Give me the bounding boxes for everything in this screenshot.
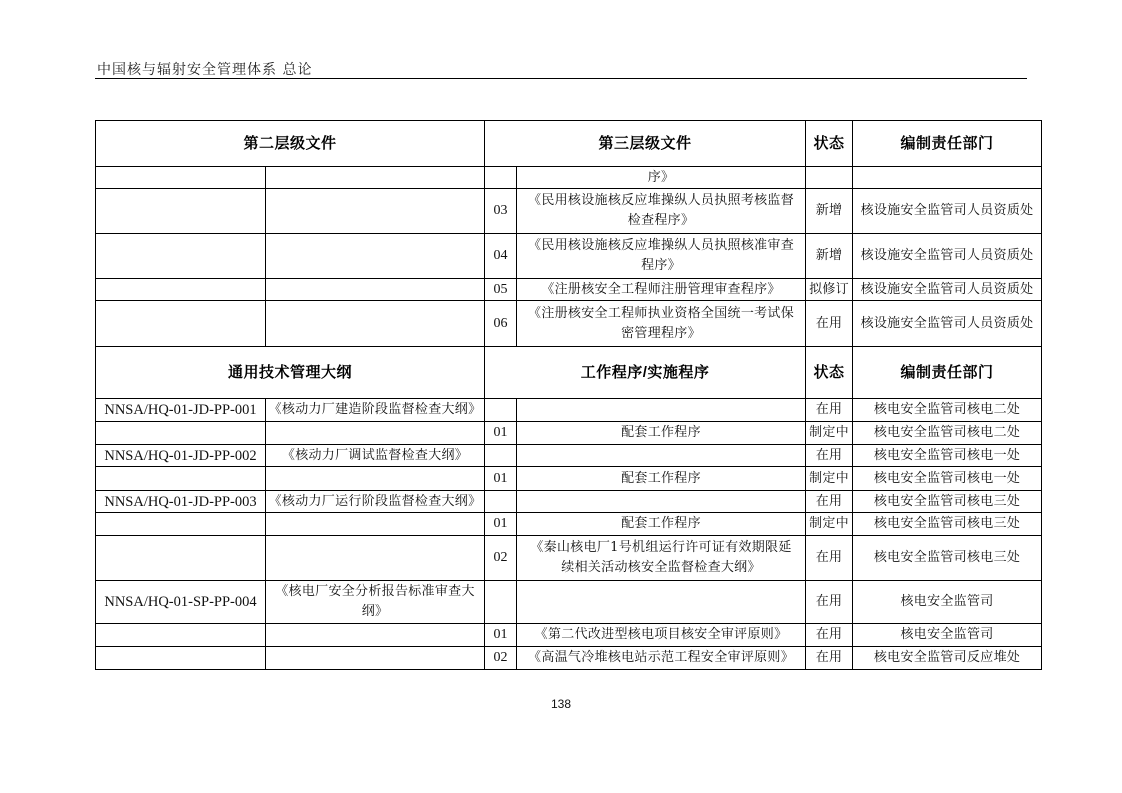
row-code	[96, 513, 266, 536]
row-number: 04	[485, 234, 517, 279]
row-code	[96, 301, 266, 347]
page-number: 138	[550, 697, 572, 711]
row-outline	[266, 536, 485, 581]
row-department: 核设施安全监管司人员资质处	[853, 189, 1042, 234]
row-status: 新增	[806, 234, 853, 279]
row-number	[485, 399, 517, 422]
section1-header-row	[96, 121, 1042, 167]
header-general-outline: 通用技术管理大纲	[96, 347, 485, 399]
row-status: 拟修订	[806, 279, 853, 301]
row-code: NNSA/HQ-01-SP-PP-004	[96, 581, 266, 624]
row-department: 核电安全监管司核电三处	[853, 513, 1042, 536]
row-department: 核电安全监管司核电一处	[853, 467, 1042, 491]
header-status: 状态	[806, 121, 853, 167]
row-outline	[266, 513, 485, 536]
row-number: 06	[485, 301, 517, 347]
row-number	[485, 491, 517, 513]
row-status: 在用	[806, 536, 853, 581]
row-department: 核电安全监管司核电一处	[853, 445, 1042, 467]
row-code	[96, 624, 266, 647]
row-outline: 《核动力厂调试监督检查大纲》	[266, 445, 485, 467]
row-status: 制定中	[806, 513, 853, 536]
table-row	[96, 513, 1042, 536]
section2-header-row	[96, 347, 1042, 399]
row-number: 01	[485, 467, 517, 491]
row-department: 核电安全监管司核电三处	[853, 536, 1042, 581]
row-number: 02	[485, 536, 517, 581]
row-department: 核电安全监管司反应堆处	[853, 647, 1042, 670]
row-number: 01	[485, 513, 517, 536]
row-outline: 《核动力厂运行阶段监督检查大纲》	[266, 491, 485, 513]
row-department: 核设施安全监管司人员资质处	[853, 301, 1042, 347]
row-status: 制定中	[806, 467, 853, 491]
row-number	[485, 167, 517, 189]
row-status: 制定中	[806, 422, 853, 445]
row-procedure: 配套工作程序	[517, 422, 806, 445]
document-table	[95, 120, 1042, 670]
row-procedure: 《第二代改进型核电项目核安全审评原则》	[517, 624, 806, 647]
table-row	[96, 234, 1042, 279]
row-status: 在用	[806, 491, 853, 513]
row-procedure: 《注册核安全工程师执业资格全国统一考试保密管理程序》	[517, 301, 806, 347]
row-procedure: 《民用核设施核反应堆操纵人员执照核准审查程序》	[517, 234, 806, 279]
table-row	[96, 301, 1042, 347]
row-code	[96, 279, 266, 301]
row-number: 02	[485, 647, 517, 670]
row-procedure: 《秦山核电厂1号机组运行许可证有效期限延续相关活动核安全监督检查大纲》	[517, 536, 806, 581]
row-code	[96, 422, 266, 445]
table-row	[96, 467, 1042, 491]
row-procedure: 《民用核设施核反应堆操纵人员执照考核监督检查程序》	[517, 189, 806, 234]
row-code	[96, 647, 266, 670]
table-row	[96, 167, 1042, 189]
row-status: 新增	[806, 189, 853, 234]
row-procedure: 《注册核安全工程师注册管理审查程序》	[517, 279, 806, 301]
header-third-level: 第三层级文件	[485, 121, 806, 167]
row-code: NNSA/HQ-01-JD-PP-002	[96, 445, 266, 467]
running-header-title: 中国核与辐射安全管理体系 总论	[97, 62, 313, 78]
table-row	[96, 647, 1042, 670]
row-code	[96, 467, 266, 491]
row-department: 核电安全监管司	[853, 581, 1042, 624]
row-department: 核电安全监管司核电二处	[853, 422, 1042, 445]
row-outline	[266, 279, 485, 301]
header-department: 编制责任部门	[853, 347, 1042, 399]
header-department: 编制责任部门	[853, 121, 1042, 167]
table-row	[96, 422, 1042, 445]
row-procedure	[517, 445, 806, 467]
row-procedure: 序》	[517, 167, 806, 189]
table-row	[96, 624, 1042, 647]
row-procedure: 配套工作程序	[517, 467, 806, 491]
row-outline	[266, 624, 485, 647]
header-status: 状态	[806, 347, 853, 399]
row-department: 核电安全监管司核电三处	[853, 491, 1042, 513]
row-outline	[266, 467, 485, 491]
row-procedure	[517, 581, 806, 624]
row-status: 在用	[806, 301, 853, 347]
row-status: 在用	[806, 445, 853, 467]
row-status	[806, 167, 853, 189]
row-outline: 《核动力厂建造阶段监督检查大纲》	[266, 399, 485, 422]
header-work-procedures: 工作程序/实施程序	[485, 347, 806, 399]
row-department	[853, 167, 1042, 189]
table-row	[96, 491, 1042, 513]
row-number: 01	[485, 624, 517, 647]
row-procedure	[517, 399, 806, 422]
row-code: NNSA/HQ-01-JD-PP-003	[96, 491, 266, 513]
row-outline	[266, 234, 485, 279]
row-status: 在用	[806, 624, 853, 647]
row-code	[96, 536, 266, 581]
table-row	[96, 445, 1042, 467]
row-outline: 《核电厂安全分析报告标准审查大纲》	[266, 581, 485, 624]
row-department: 核设施安全监管司人员资质处	[853, 234, 1042, 279]
header-second-level: 第二层级文件	[96, 121, 485, 167]
row-procedure: 配套工作程序	[517, 513, 806, 536]
row-department: 核电安全监管司核电二处	[853, 399, 1042, 422]
table-row	[96, 581, 1042, 624]
row-department: 核设施安全监管司人员资质处	[853, 279, 1042, 301]
row-code	[96, 167, 266, 189]
row-procedure	[517, 491, 806, 513]
row-number: 05	[485, 279, 517, 301]
row-code: NNSA/HQ-01-JD-PP-001	[96, 399, 266, 422]
row-status: 在用	[806, 581, 853, 624]
row-outline	[266, 189, 485, 234]
table-row	[96, 279, 1042, 301]
row-number: 03	[485, 189, 517, 234]
row-number	[485, 581, 517, 624]
table-row	[96, 189, 1042, 234]
row-code	[96, 189, 266, 234]
header-rule	[95, 78, 1027, 79]
row-status: 在用	[806, 647, 853, 670]
row-procedure: 《高温气冷堆核电站示范工程安全审评原则》	[517, 647, 806, 670]
row-number: 01	[485, 422, 517, 445]
row-code	[96, 234, 266, 279]
row-outline	[266, 647, 485, 670]
row-outline	[266, 167, 485, 189]
row-number	[485, 445, 517, 467]
row-status: 在用	[806, 399, 853, 422]
table-row	[96, 399, 1042, 422]
table-row	[96, 536, 1042, 581]
row-outline	[266, 422, 485, 445]
row-department: 核电安全监管司	[853, 624, 1042, 647]
row-outline	[266, 301, 485, 347]
